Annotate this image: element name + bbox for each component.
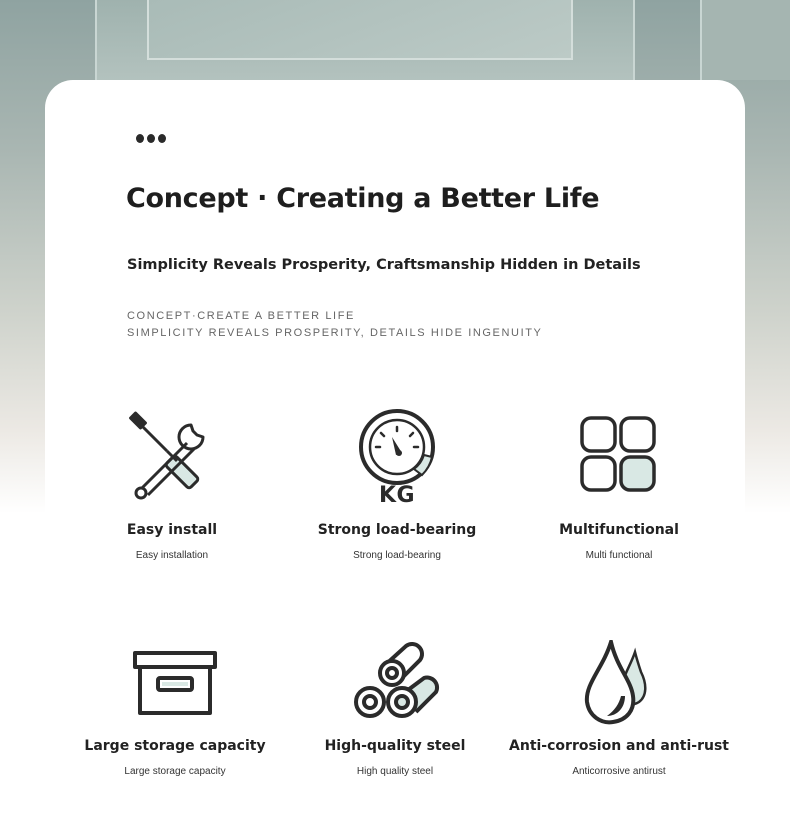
steel-pipes-icon bbox=[350, 640, 440, 726]
feature-steel bbox=[280, 638, 510, 808]
feature-label: High-quality steel bbox=[324, 738, 466, 754]
background-cabinet-panel-right bbox=[700, 0, 790, 80]
feature-anti-corrosion bbox=[504, 638, 734, 808]
page-title: Concept · Creating a Better Life bbox=[126, 183, 600, 214]
feature-multifunctional bbox=[504, 405, 734, 575]
feature-label: Anti-corrosion and anti-rust bbox=[509, 738, 729, 754]
feature-easy-install bbox=[57, 405, 287, 575]
page-subtitle: Simplicity Reveals Prosperity, Craftsmanship Hidden in Details bbox=[127, 257, 641, 273]
caps-line-1: CONCEPT·CREATE A BETTER LIFE bbox=[127, 310, 355, 322]
feature-sublabel: Large storage capacity bbox=[124, 766, 226, 777]
feature-load-bearing bbox=[282, 405, 512, 575]
feature-label: Large storage capacity bbox=[84, 738, 266, 754]
background-cabinet-panel bbox=[95, 0, 635, 80]
storage-box-icon bbox=[132, 648, 218, 718]
concept-card bbox=[45, 80, 745, 828]
tools-icon bbox=[127, 411, 217, 501]
feature-sublabel: Multi functional bbox=[585, 550, 653, 561]
feature-sublabel: High quality steel bbox=[356, 766, 434, 777]
feature-label: Multifunctional bbox=[559, 522, 679, 538]
kg-badge: KG bbox=[378, 483, 416, 508]
feature-sublabel: Easy installation bbox=[135, 550, 209, 561]
background-cabinet-inset bbox=[147, 0, 573, 60]
water-drop-icon bbox=[579, 640, 659, 728]
caps-line-2: SIMPLICITY REVEALS PROSPERITY, DETAILS HIDE INGENUITY bbox=[127, 327, 543, 339]
grid-icon bbox=[579, 415, 659, 495]
ellipsis-icon bbox=[136, 134, 166, 143]
feature-label: Easy install bbox=[126, 522, 218, 538]
feature-sublabel: Strong load-bearing bbox=[353, 550, 441, 561]
feature-label: Strong load-bearing bbox=[317, 522, 477, 538]
feature-storage bbox=[60, 638, 290, 808]
feature-sublabel: Anticorrosive antirust bbox=[572, 766, 666, 777]
